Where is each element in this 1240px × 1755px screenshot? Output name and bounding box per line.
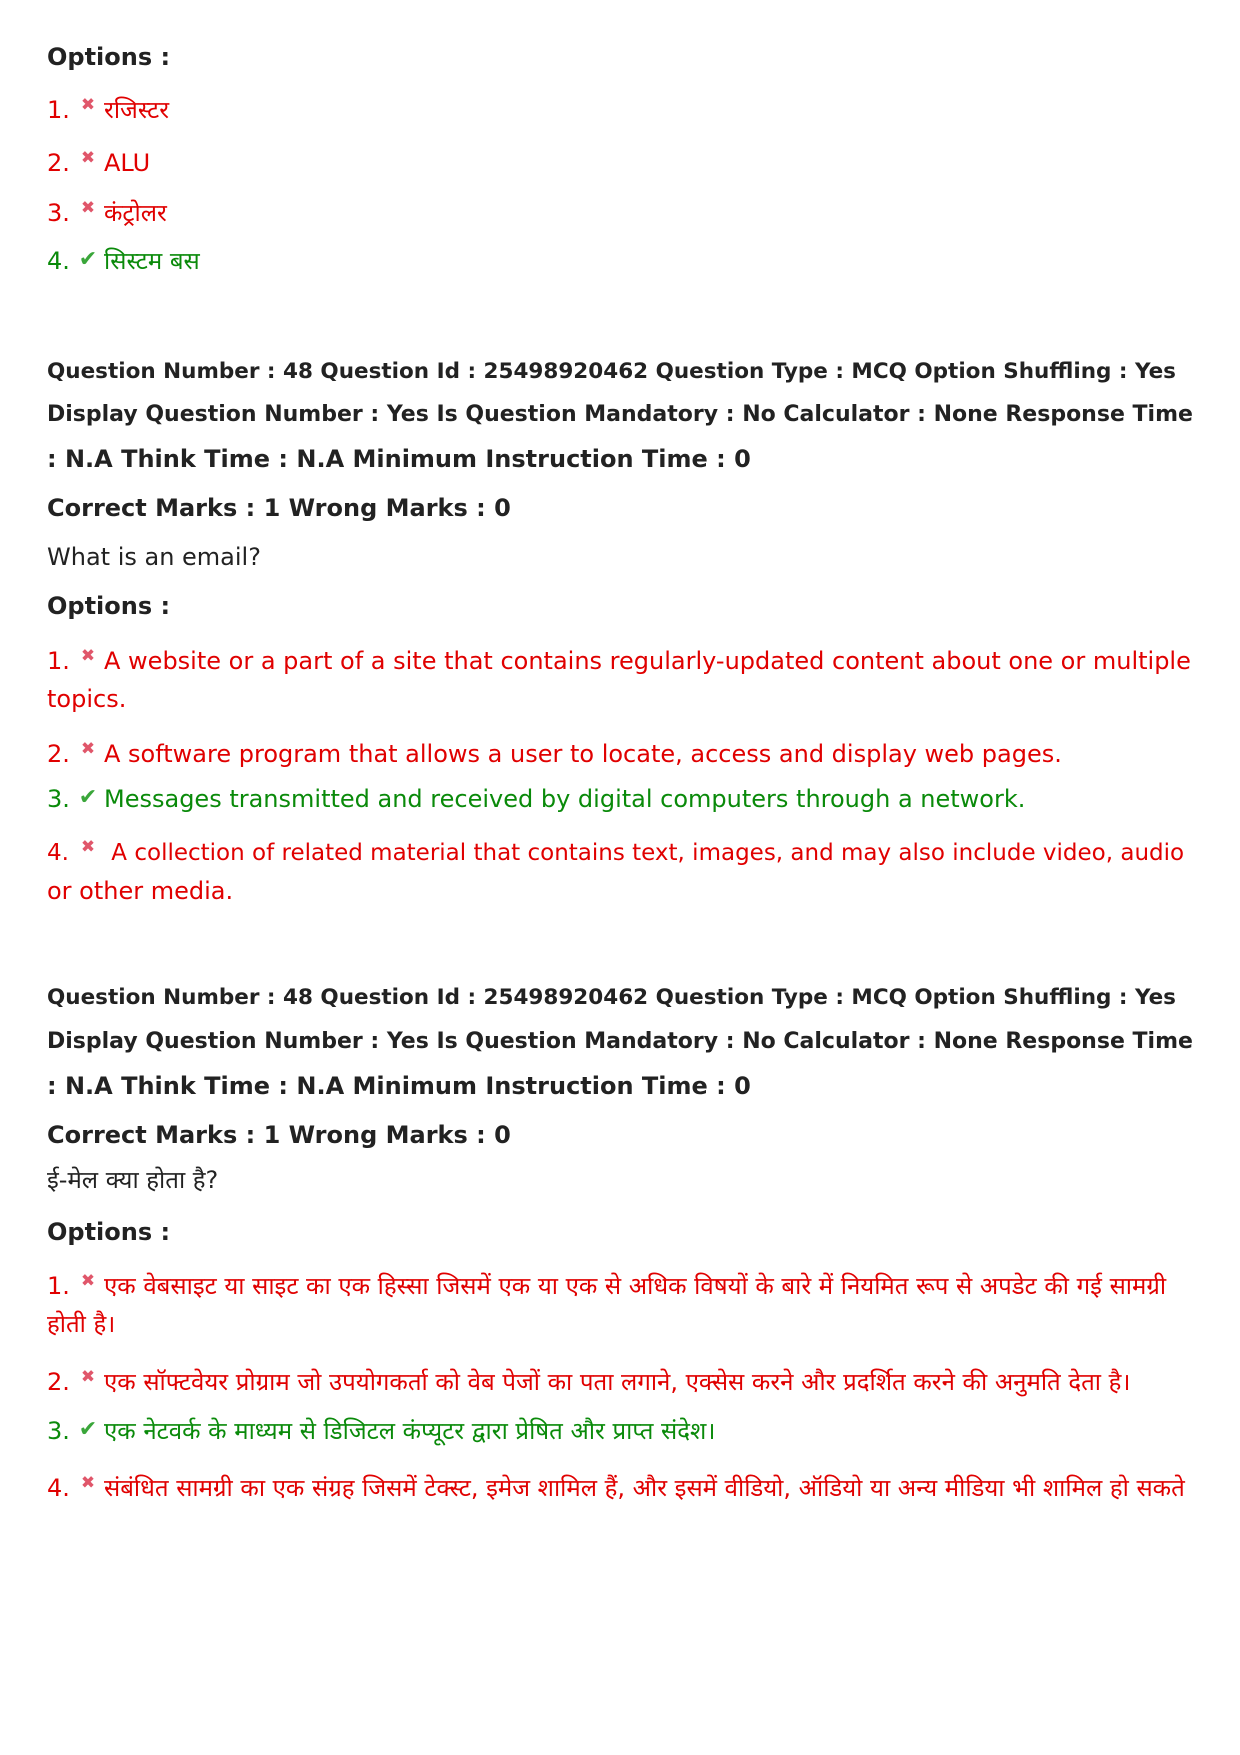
option-text: एक वेबसाइट या साइट का एक हिस्सा जिसमें एक या एक से अधिक विषयों के बारे में नियमित रूप से अपडेट की गई सामग्री bbox=[104, 1272, 1167, 1300]
cross-icon: ✖ bbox=[80, 95, 96, 115]
option-4 bbox=[47, 832, 1200, 868]
option-number: 4. bbox=[47, 840, 69, 866]
option-4 bbox=[47, 245, 1200, 276]
option-text: A software program that allows a user to locate, access and display web pages. bbox=[104, 740, 1062, 768]
question-meta: Display Question Number : Yes Is Question Mandatory : No Calculator : None Response Time bbox=[47, 1029, 1193, 1054]
question-meta: : N.A Think Time : N.A Minimum Instruction Time : 0 bbox=[47, 1072, 751, 1100]
option-2 bbox=[47, 143, 1200, 178]
option-text: सिस्टम बस bbox=[104, 247, 200, 275]
cross-icon: ✖ bbox=[80, 1367, 96, 1387]
check-icon: ✔ bbox=[78, 247, 98, 272]
option-2 bbox=[47, 1362, 1200, 1397]
option-text: A website or a part of a site that contains regularly-updated content about one or multiple bbox=[104, 647, 1191, 675]
marks-line: Correct Marks : 1 Wrong Marks : 0 bbox=[47, 1121, 511, 1149]
cross-icon: ✖ bbox=[80, 198, 96, 218]
option-2 bbox=[47, 734, 1200, 769]
option-1 bbox=[47, 1266, 1200, 1301]
question-meta: Display Question Number : Yes Is Question Mandatory : No Calculator : None Response Time bbox=[47, 402, 1193, 427]
question-meta: Question Number : 48 Question Id : 25498920462 Question Type : MCQ Option Shuffling : Yes bbox=[47, 985, 1176, 1010]
check-icon: ✔ bbox=[78, 785, 98, 810]
cross-icon: ✖ bbox=[80, 837, 96, 857]
check-icon: ✔ bbox=[78, 1417, 98, 1442]
option-text: संबंधित सामग्री का एक संग्रह जिसमें टेक्स्ट, इमेज शामिल हैं, और इसमें वीडियो, ऑडियो या अन्य मीडिया भी शामिल हो सकते bbox=[104, 1474, 1185, 1502]
option-number: 3. bbox=[47, 1417, 70, 1445]
option-3 bbox=[47, 193, 1200, 228]
marks-line: Correct Marks : 1 Wrong Marks : 0 bbox=[47, 494, 511, 522]
question-text: What is an email? bbox=[47, 543, 261, 571]
option-3 bbox=[47, 1415, 1200, 1446]
question-text: ई-मेल क्या होता है? bbox=[47, 1166, 219, 1194]
option-number: 3. bbox=[47, 199, 70, 227]
options-label: Options : bbox=[47, 43, 171, 71]
question-meta: Question Number : 48 Question Id : 25498920462 Question Type : MCQ Option Shuffling : Yes bbox=[47, 359, 1176, 384]
option-text: ALU bbox=[104, 149, 151, 177]
option-text: A collection of related material that contains text, images, and may also include video, audio bbox=[104, 840, 1185, 866]
option-number: 4. bbox=[47, 1474, 70, 1502]
option-text: एक नेटवर्क के माध्यम से डिजिटल कंप्यूटर द्वारा प्रेषित और प्राप्त संदेश। bbox=[104, 1417, 716, 1445]
cross-icon: ✖ bbox=[80, 1473, 96, 1493]
option-number: 1. bbox=[47, 96, 70, 124]
cross-icon: ✖ bbox=[80, 646, 96, 666]
cross-icon: ✖ bbox=[80, 148, 96, 168]
option-1-cont: होती है। bbox=[47, 1310, 116, 1338]
option-4-cont: or other media. bbox=[47, 877, 234, 905]
option-1-cont: topics. bbox=[47, 685, 127, 713]
question-meta: : N.A Think Time : N.A Minimum Instruction Time : 0 bbox=[47, 445, 751, 473]
option-number: 2. bbox=[47, 740, 70, 768]
option-1 bbox=[47, 641, 1200, 676]
options-label: Options : bbox=[47, 592, 171, 620]
option-text: कंट्रोलर bbox=[104, 199, 167, 227]
option-number: 3. bbox=[47, 785, 70, 813]
option-1 bbox=[47, 90, 1200, 125]
option-number: 1. bbox=[47, 647, 70, 675]
cross-icon: ✖ bbox=[80, 739, 96, 759]
cross-icon: ✖ bbox=[80, 1271, 96, 1291]
options-label: Options : bbox=[47, 1218, 171, 1246]
option-number: 2. bbox=[47, 1368, 70, 1396]
option-number: 2. bbox=[47, 149, 70, 177]
option-3 bbox=[47, 783, 1200, 814]
option-text: Messages transmitted and received by digital computers through a network. bbox=[104, 785, 1026, 813]
option-number: 1. bbox=[47, 1272, 70, 1300]
option-text: एक सॉफ्टवेयर प्रोग्राम जो उपयोगकर्ता को वेब पेजों का पता लगाने, एक्सेस करने और प्रदर्शित करने की अनुमति देता है। bbox=[104, 1368, 1131, 1396]
option-number: 4. bbox=[47, 247, 70, 275]
option-4 bbox=[47, 1468, 1200, 1503]
option-text: रजिस्टर bbox=[104, 96, 170, 124]
